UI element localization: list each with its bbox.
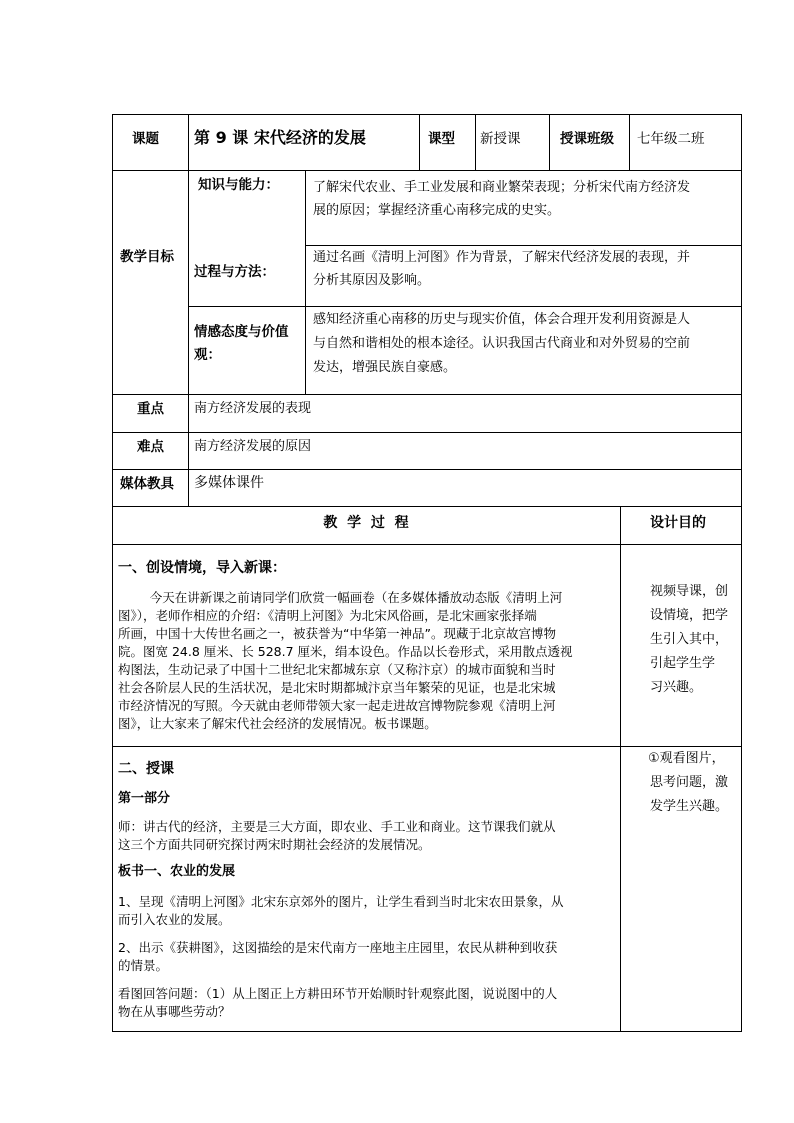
class-value: 七年级二班	[637, 131, 705, 147]
objectives-label: 教学目标	[120, 249, 174, 265]
section1-line: 所画，中国十大传世名画之一，被获誉为“中华第一神品”。现藏于北京故宫博物	[118, 626, 556, 641]
section2-purpose-line: 发学生兴趣。	[650, 799, 729, 814]
section1-purpose-line: 生引入其中，	[650, 632, 729, 647]
objective-attitude-text: 与自然和谐相处的根本途径。认识我国古代商业和对外贸易的空前	[313, 336, 691, 351]
objective-attitude-text: 发达，增强民族自豪感。	[313, 360, 457, 375]
section1-line: 院。图宽 24.8 厘米、长 528.7 厘米，绢本设色。作品以长卷形式，采用散点透视	[118, 644, 573, 659]
section2-question: 物在从事哪些劳动？	[118, 1004, 231, 1019]
objective-knowledge-text: 展的原因；掌握经济重心南移完成的史实。	[313, 203, 561, 218]
col-divider	[475, 114, 476, 170]
process-title: 教 学 过 程	[323, 515, 409, 531]
objective-process-label: 过程与方法：	[194, 264, 275, 280]
objective-knowledge-label: 知识与能力：	[198, 177, 279, 193]
key-point-label: 重点	[137, 401, 164, 417]
section2-item: 2、出示《获耕图》，这図描绘的是宋代南方一座地主庄园里，农民从耕种到收获	[118, 940, 558, 955]
section2-item: 1、呈现《清明上河图》北宋东京郊外的图片，让学生看到当时北宋农田景象，从	[118, 894, 564, 909]
lesson-label: 课题	[132, 131, 159, 147]
row-divider	[305, 245, 742, 246]
board-heading: 板书一、农业的发展	[118, 864, 236, 879]
row-divider	[112, 394, 742, 395]
media-value: 多媒体课件	[194, 475, 264, 491]
section1-purpose-line: 设情境，把学	[650, 608, 729, 623]
section1-line: 构图法，生动记录了中国十二世纪北宋都城东京（又称汴京）的城市面貌和当时	[118, 662, 556, 677]
section2-part: 第一部分	[118, 791, 171, 806]
difficulty-label: 难点	[137, 439, 164, 455]
objective-attitude-text: 感知经济重心南移的历史与现实价值，体会合理开发利用资源是人	[313, 312, 691, 327]
row-divider	[112, 170, 742, 171]
section1-line: 图》，让大家来了解宋代社会经济的发展情况。板书课题。	[118, 716, 437, 731]
section2-intro: 师：讲古代的经济，主要是三大方面，即农业、手工业和商业。这节课我们就从	[118, 819, 556, 834]
class-label: 授课班级	[560, 131, 614, 147]
row-divider	[112, 506, 742, 507]
row-divider	[188, 306, 742, 307]
section2-question: 看图回答问题：（1）从上图正上方耕田环节开始顺时针观察此图，说说图中的人	[118, 986, 558, 1001]
col-divider	[419, 114, 420, 170]
objective-process-text: 通过名画《清明上河图》作为背景，了解宋代经济发展的表现，并	[313, 250, 691, 265]
media-label: 媒体教具	[120, 476, 174, 492]
type-value: 新授课	[480, 131, 521, 147]
section2-heading: 二、授课	[118, 761, 174, 777]
lesson-title: 第 9 课 宋代经济的发展	[194, 128, 366, 147]
col-divider	[305, 170, 306, 394]
row-divider	[112, 544, 742, 545]
objective-process-text: 分析其原因及影响。	[313, 273, 431, 288]
section2-item: 而引入农业的发展。	[118, 912, 231, 927]
row-divider	[112, 432, 742, 433]
section1-heading: 一、创设情境，导入新课：	[118, 560, 286, 576]
section2-intro: 这三个方面共同研究探讨两宋时期社会经济的发展情况。	[118, 837, 431, 852]
section2-purpose-line: ①观看图片，	[648, 751, 725, 766]
section1-purpose-line: 引起学生学	[650, 656, 716, 671]
section1-line: 市经济情况的写照。今天就由老师带领大家一起走进故宫博物院参观《清明上河	[118, 698, 556, 713]
col-divider	[629, 114, 630, 170]
objective-knowledge-text: 了解宋代农业、手工业发展和商业繁荣表现；分析宋代南方经济发	[313, 180, 691, 195]
section1-line: 今天在讲新课之前请同学们欣赏一幅画卷（在多媒体播放动态版《清明上河	[118, 590, 563, 605]
col-divider	[620, 506, 621, 1032]
col-divider	[188, 114, 189, 506]
objective-attitude-label: 观：	[194, 347, 221, 363]
col-divider	[549, 114, 550, 170]
section2-purpose-line: 思考问题，激	[650, 775, 729, 790]
key-point-value: 南方经济发展的表现	[194, 401, 312, 416]
difficulty-value: 南方经济发展的原因	[194, 439, 312, 454]
row-divider	[112, 469, 742, 470]
section2-item: 的情景。	[118, 958, 169, 973]
section1-purpose-line: 习兴趣。	[650, 680, 703, 695]
type-label: 课型	[428, 131, 455, 147]
objective-attitude-label: 情感态度与价值	[194, 324, 289, 340]
section1-line: 社会各阶层人民的生活状况，是北宋时期都城汴京当年繁荣的见证，也是北宋城	[118, 680, 556, 695]
purpose-title: 设计目的	[650, 515, 706, 531]
section1-line: 图》），老师作相应的介绍：《清明上河图》为北宋风俗画，是北宋画家张择端	[118, 608, 537, 623]
section1-purpose-line: 视频导课，创	[650, 584, 729, 599]
